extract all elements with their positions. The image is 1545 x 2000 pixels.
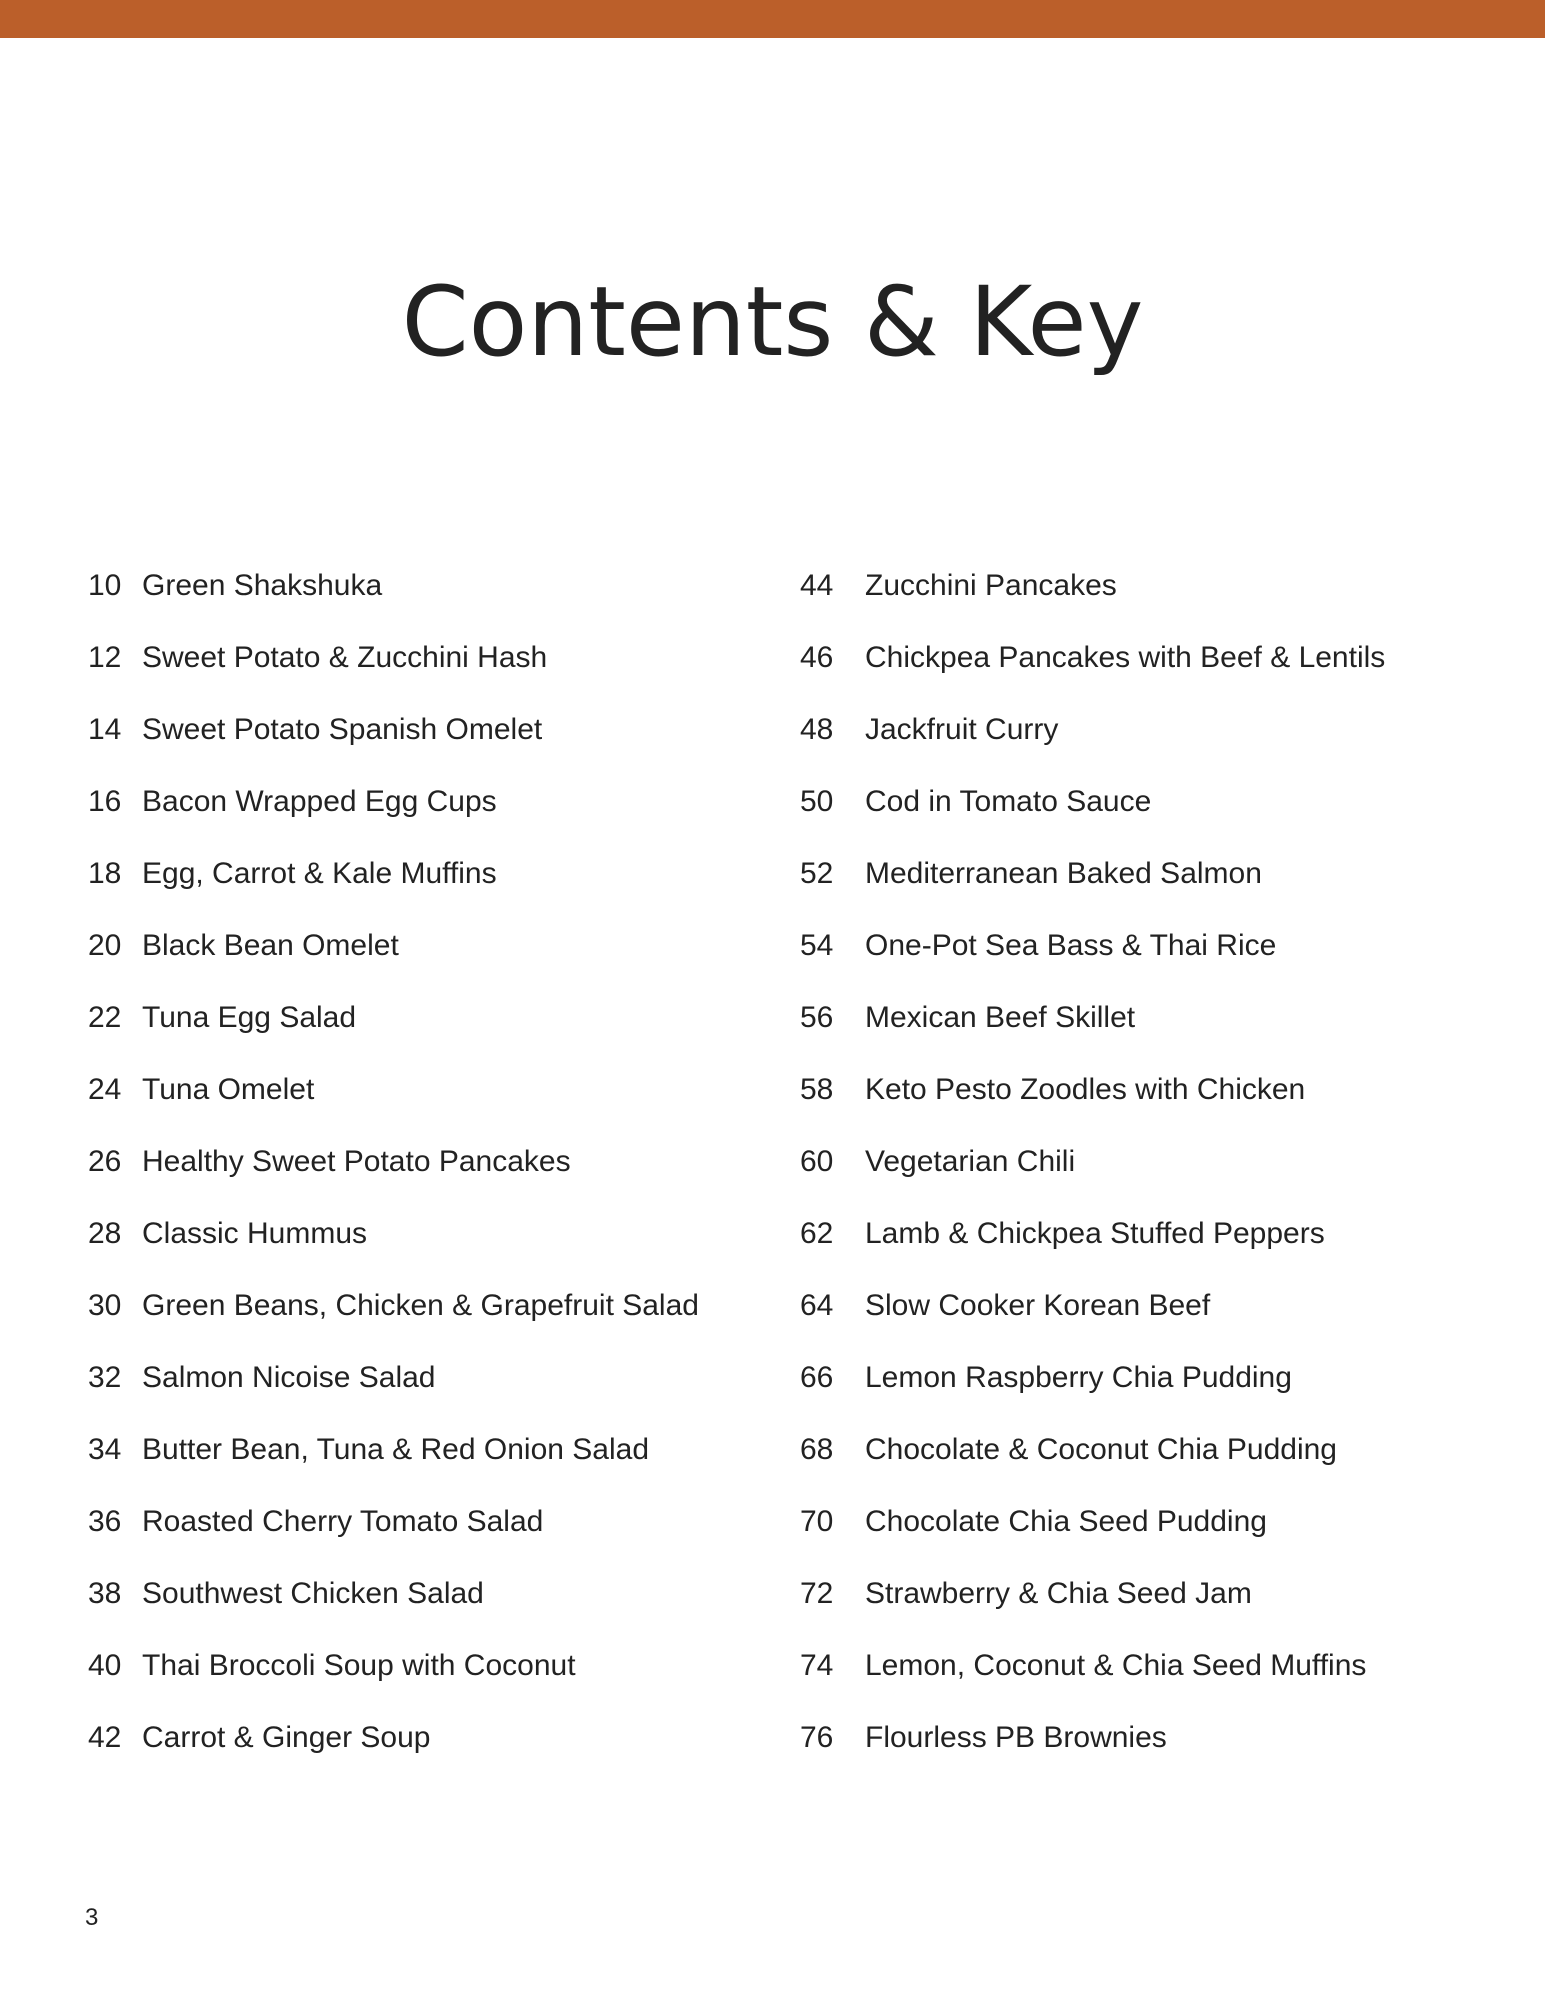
- toc-page-number: 56: [800, 1001, 834, 1034]
- toc-entry[interactable]: [88, 766, 738, 838]
- toc-page-number: 50: [800, 785, 834, 818]
- toc-recipe-title: Sweet Potato & Zucchini Hash: [142, 641, 548, 674]
- toc-recipe-title: Green Beans, Chicken & Grapefruit Salad: [142, 1289, 699, 1322]
- toc-page-number: 18: [88, 857, 122, 890]
- toc-entry[interactable]: [800, 982, 1480, 1054]
- toc-page-number: 10: [88, 569, 122, 602]
- toc-entry[interactable]: [88, 1558, 738, 1630]
- toc-recipe-title: Cod in Tomato Sauce: [865, 785, 1152, 818]
- toc-page-number: 12: [88, 641, 122, 674]
- toc-page-number: 54: [800, 929, 834, 962]
- toc-page-number: 76: [800, 1721, 834, 1754]
- toc-entry[interactable]: [88, 1486, 738, 1558]
- toc-recipe-title: Keto Pesto Zoodles with Chicken: [865, 1073, 1306, 1106]
- toc-entry[interactable]: [88, 622, 738, 694]
- toc-page-number: 52: [800, 857, 834, 890]
- toc-page-number: 66: [800, 1361, 834, 1394]
- toc-entry[interactable]: [88, 694, 738, 766]
- toc-page-number: 14: [88, 713, 122, 746]
- toc-entry[interactable]: [88, 550, 738, 622]
- toc-recipe-title: Tuna Omelet: [142, 1073, 315, 1106]
- toc-recipe-title: Green Shakshuka: [142, 569, 383, 602]
- toc-entry[interactable]: [800, 1702, 1480, 1774]
- toc-entry[interactable]: [800, 1414, 1480, 1486]
- toc-recipe-title: Roasted Cherry Tomato Salad: [142, 1505, 544, 1538]
- toc-page-number: 34: [88, 1433, 122, 1466]
- toc-page-number: 24: [88, 1073, 122, 1106]
- toc-entry[interactable]: [800, 1270, 1480, 1342]
- toc-page-number: 26: [88, 1145, 122, 1178]
- toc-recipe-title: Flourless PB Brownies: [865, 1721, 1167, 1754]
- toc-recipe-title: Sweet Potato Spanish Omelet: [142, 713, 543, 746]
- toc-page-number: 44: [800, 569, 834, 602]
- toc-recipe-title: Vegetarian Chili: [865, 1145, 1076, 1178]
- toc-recipe-title: Strawberry & Chia Seed Jam: [865, 1577, 1252, 1610]
- toc-recipe-title: Chocolate & Coconut Chia Pudding: [865, 1433, 1337, 1466]
- toc-entry[interactable]: [88, 1198, 738, 1270]
- toc-left-column: [88, 550, 738, 1774]
- toc-recipe-title: Slow Cooker Korean Beef: [865, 1289, 1211, 1322]
- toc-page-number: 32: [88, 1361, 122, 1394]
- toc-entry[interactable]: [800, 1126, 1480, 1198]
- toc-recipe-title: Classic Hummus: [142, 1217, 368, 1250]
- toc-page-number: 46: [800, 641, 834, 674]
- toc-entry[interactable]: [800, 1054, 1480, 1126]
- toc-page-number: 70: [800, 1505, 834, 1538]
- toc-entry[interactable]: [88, 1342, 738, 1414]
- toc-recipe-title: Lamb & Chickpea Stuffed Peppers: [865, 1217, 1325, 1250]
- toc-entry[interactable]: [88, 1630, 738, 1702]
- toc-entry[interactable]: [800, 694, 1480, 766]
- toc-page-number: 72: [800, 1577, 834, 1610]
- toc-recipe-title: Black Bean Omelet: [142, 929, 399, 962]
- toc-entry[interactable]: [800, 1558, 1480, 1630]
- toc-entry[interactable]: [800, 1198, 1480, 1270]
- toc-recipe-title: Lemon Raspberry Chia Pudding: [865, 1361, 1292, 1394]
- toc-entry[interactable]: [800, 550, 1480, 622]
- toc-page-number: 60: [800, 1145, 834, 1178]
- toc-page-number: 28: [88, 1217, 122, 1250]
- toc-page-number: 30: [88, 1289, 122, 1322]
- toc-entry[interactable]: [800, 622, 1480, 694]
- toc-entry[interactable]: [800, 838, 1480, 910]
- toc-recipe-title: Chickpea Pancakes with Beef & Lentils: [865, 641, 1386, 674]
- toc-page-number: 68: [800, 1433, 834, 1466]
- toc-recipe-title: Bacon Wrapped Egg Cups: [142, 785, 497, 818]
- page-title: Contents & Key: [401, 266, 1144, 378]
- toc-recipe-title: Zucchini Pancakes: [865, 569, 1117, 602]
- toc-right-column: [800, 550, 1480, 1774]
- toc-recipe-title: Carrot & Ginger Soup: [142, 1721, 431, 1754]
- toc-page-number: 40: [88, 1649, 122, 1682]
- toc-entry[interactable]: [88, 838, 738, 910]
- toc-page-number: 16: [88, 785, 122, 818]
- toc-recipe-title: One-Pot Sea Bass & Thai Rice: [865, 929, 1277, 962]
- toc-page-number: 22: [88, 1001, 122, 1034]
- toc-entry[interactable]: [88, 1054, 738, 1126]
- toc-page-number: 62: [800, 1217, 834, 1250]
- toc-recipe-title: Southwest Chicken Salad: [142, 1577, 484, 1610]
- toc-recipe-title: Lemon, Coconut & Chia Seed Muffins: [865, 1649, 1367, 1682]
- toc-recipe-title: Tuna Egg Salad: [142, 1001, 357, 1034]
- toc-recipe-title: Healthy Sweet Potato Pancakes: [142, 1145, 571, 1178]
- toc-entry[interactable]: [800, 1342, 1480, 1414]
- toc-page-number: 38: [88, 1577, 122, 1610]
- toc-entry[interactable]: [800, 1486, 1480, 1558]
- toc-page-number: 42: [88, 1721, 122, 1754]
- toc-entry[interactable]: [88, 1126, 738, 1198]
- toc-page-number: 74: [800, 1649, 834, 1682]
- toc-entry[interactable]: [800, 910, 1480, 982]
- toc-recipe-title: Jackfruit Curry: [865, 713, 1059, 746]
- toc-recipe-title: Chocolate Chia Seed Pudding: [865, 1505, 1267, 1538]
- toc-entry[interactable]: [88, 1270, 738, 1342]
- toc-entry[interactable]: [88, 1702, 738, 1774]
- toc-recipe-title: Butter Bean, Tuna & Red Onion Salad: [142, 1433, 649, 1466]
- toc-page-number: 36: [88, 1505, 122, 1538]
- toc-entry[interactable]: [88, 982, 738, 1054]
- toc-page-number: 58: [800, 1073, 834, 1106]
- toc-page-number: 20: [88, 929, 122, 962]
- toc-entry[interactable]: [88, 910, 738, 982]
- toc-page-number: 48: [800, 713, 834, 746]
- page-number: 3: [85, 1904, 99, 1931]
- toc-recipe-title: Thai Broccoli Soup with Coconut: [142, 1649, 576, 1682]
- toc-page-number: 64: [800, 1289, 834, 1322]
- toc-recipe-title: Mexican Beef Skillet: [865, 1001, 1136, 1034]
- toc-recipe-title: Egg, Carrot & Kale Muffins: [142, 857, 497, 890]
- toc-entry[interactable]: [800, 1630, 1480, 1702]
- toc-entry[interactable]: [800, 766, 1480, 838]
- toc-recipe-title: Salmon Nicoise Salad: [142, 1361, 436, 1394]
- toc-entry[interactable]: [88, 1414, 738, 1486]
- top-accent-bar: [0, 0, 1545, 38]
- toc-recipe-title: Mediterranean Baked Salmon: [865, 857, 1262, 890]
